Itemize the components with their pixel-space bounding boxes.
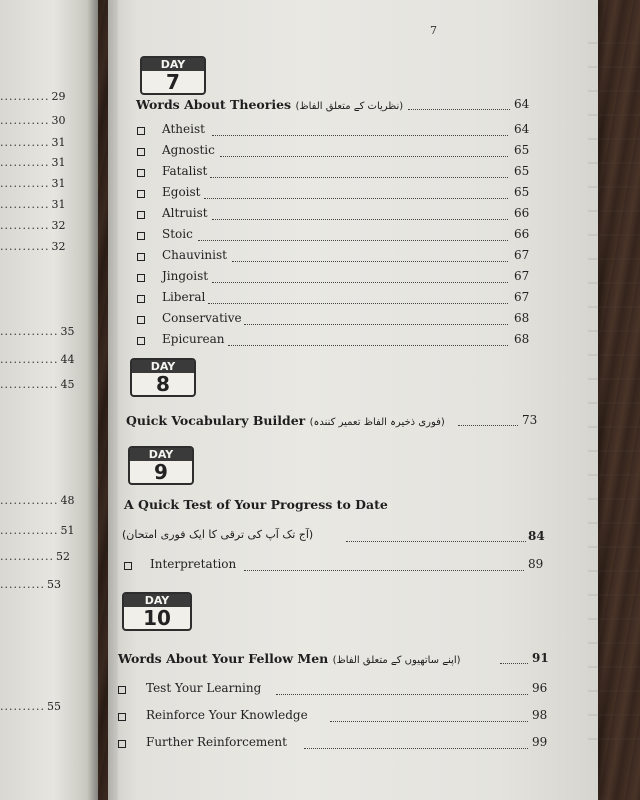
- dot-leader: [220, 155, 508, 157]
- dot-leader: [228, 344, 508, 346]
- dot-leader: [208, 302, 508, 304]
- section-page-day9: 84: [528, 529, 545, 543]
- toc-item: Conservative: [162, 311, 242, 325]
- checkbox-icon: [137, 169, 145, 177]
- dot-leader: [232, 260, 508, 262]
- toc-item-page: 66: [514, 227, 530, 241]
- toc-item-page: 64: [514, 122, 530, 136]
- left-toc-entry: ........... 30: [0, 114, 66, 127]
- dot-leader: [212, 134, 508, 136]
- dot-leader: [276, 693, 528, 695]
- dot-leader: [212, 281, 508, 283]
- left-toc-entry: ............. 44: [0, 353, 75, 366]
- toc-item-page: 68: [514, 332, 530, 346]
- day-8-badge: [130, 358, 196, 397]
- dot-leader: [198, 239, 508, 241]
- left-toc-entry: ........... 32: [0, 240, 66, 253]
- checkbox-icon: [137, 232, 145, 240]
- day-label: DAY: [142, 58, 204, 71]
- checkbox-icon: [137, 253, 145, 261]
- checkbox-icon: [137, 127, 145, 135]
- dot-leader: [408, 108, 510, 110]
- toc-item: Epicurean: [162, 332, 225, 346]
- dot-leader: [244, 323, 508, 325]
- toc-item-page: 67: [514, 290, 530, 304]
- dot-leader: [210, 176, 508, 178]
- dot-leader: [458, 424, 518, 426]
- right-page: [108, 0, 598, 800]
- checkbox-icon: [137, 274, 145, 282]
- book-gutter-shadow: [88, 0, 118, 800]
- section-subtitle-urdu-day9: (آج تک آپ کی ترقی کا ایک فوری امتحان): [122, 528, 314, 541]
- toc-item: Altruist: [162, 206, 208, 220]
- checkbox-icon: [137, 295, 145, 303]
- day-label: DAY: [130, 448, 192, 461]
- left-toc-entry: ............. 35: [0, 325, 75, 338]
- checkbox-icon: [137, 337, 145, 345]
- toc-item: Jingoist: [162, 269, 209, 283]
- checkbox-icon: [118, 740, 126, 748]
- left-toc-entry: .......... 53: [0, 578, 61, 591]
- day-number: 7: [166, 70, 180, 94]
- dot-leader: [212, 218, 508, 220]
- day-7-badge: [140, 56, 206, 95]
- checkbox-icon: [124, 562, 132, 570]
- toc-item: Egoist: [162, 185, 201, 199]
- toc-item: Fatalist: [162, 164, 208, 178]
- toc-item-page: 65: [514, 164, 530, 178]
- left-toc-entry: ............. 51: [0, 524, 75, 537]
- section-title-day7: Words About Theories (نظریات کے متعلق الفاظ): [136, 97, 404, 112]
- bleed-through-text: [588, 40, 640, 740]
- checkbox-icon: [118, 686, 126, 694]
- toc-item-page: 68: [514, 311, 530, 325]
- toc-item: Liberal: [162, 290, 206, 304]
- toc-item-page: 66: [514, 206, 530, 220]
- toc-item-page: 67: [514, 269, 530, 283]
- left-toc-entry: ............ 52: [0, 550, 70, 563]
- section-title-day10: Words About Your Fellow Men (اپنے ساتھیوں کے متعلق الفاظ): [118, 651, 461, 666]
- checkbox-icon: [137, 316, 145, 324]
- toc-item-page: 65: [514, 143, 530, 157]
- section-page-day10: 91: [532, 651, 549, 665]
- toc-item-page: 89: [528, 557, 544, 571]
- day-10-badge: [122, 592, 192, 631]
- left-toc-entry: ............. 48: [0, 494, 75, 507]
- day-9-badge: [128, 446, 194, 485]
- toc-item: Agnostic: [162, 143, 215, 157]
- day-label: DAY: [132, 360, 194, 373]
- left-toc-entry: ........... 31: [0, 177, 66, 190]
- day-number: 10: [143, 606, 171, 630]
- toc-item: Reinforce Your Knowledge: [146, 708, 308, 722]
- checkbox-icon: [137, 148, 145, 156]
- dot-leader: [304, 747, 528, 749]
- toc-item: Test Your Learning: [146, 681, 262, 695]
- left-toc-entry: ........... 31: [0, 136, 66, 149]
- dot-leader: [500, 662, 528, 664]
- toc-item-page: 65: [514, 185, 530, 199]
- left-toc-entry: ........... 31: [0, 156, 66, 169]
- toc-item-page: 99: [532, 735, 548, 749]
- left-toc-entry: ........... 29: [0, 90, 66, 103]
- left-toc-entry: ........... 31: [0, 198, 66, 211]
- toc-item-page: 96: [532, 681, 548, 695]
- checkbox-icon: [137, 190, 145, 198]
- page-number: 7: [430, 24, 437, 37]
- toc-item-page: 98: [532, 708, 548, 722]
- left-toc-entry: .......... 55: [0, 700, 61, 713]
- section-title-day9: A Quick Test of Your Progress to Date: [124, 497, 388, 512]
- left-toc-entry: ........... 32: [0, 219, 66, 232]
- toc-item: Further Reinforcement: [146, 735, 287, 749]
- section-page-day7: 64: [514, 97, 530, 111]
- day-number: 8: [156, 372, 170, 396]
- dot-leader: [330, 720, 528, 722]
- toc-item: Interpretation: [150, 557, 237, 571]
- section-page-day8: 73: [522, 413, 538, 427]
- toc-item: Atheist: [162, 122, 205, 136]
- day-label: DAY: [124, 594, 190, 607]
- dot-leader: [244, 569, 524, 571]
- day-number: 9: [154, 460, 168, 484]
- left-toc-entry: ............. 45: [0, 378, 75, 391]
- dot-leader: [346, 540, 526, 542]
- left-page: [0, 0, 98, 800]
- toc-item: Chauvinist: [162, 248, 227, 262]
- checkbox-icon: [118, 713, 126, 721]
- checkbox-icon: [137, 211, 145, 219]
- dot-leader: [204, 197, 508, 199]
- section-title-day8: Quick Vocabulary Builder (فوری ذخیرہ الفاظ تعمیر کنندہ): [126, 413, 445, 428]
- toc-item: Stoic: [162, 227, 193, 241]
- toc-item-page: 67: [514, 248, 530, 262]
